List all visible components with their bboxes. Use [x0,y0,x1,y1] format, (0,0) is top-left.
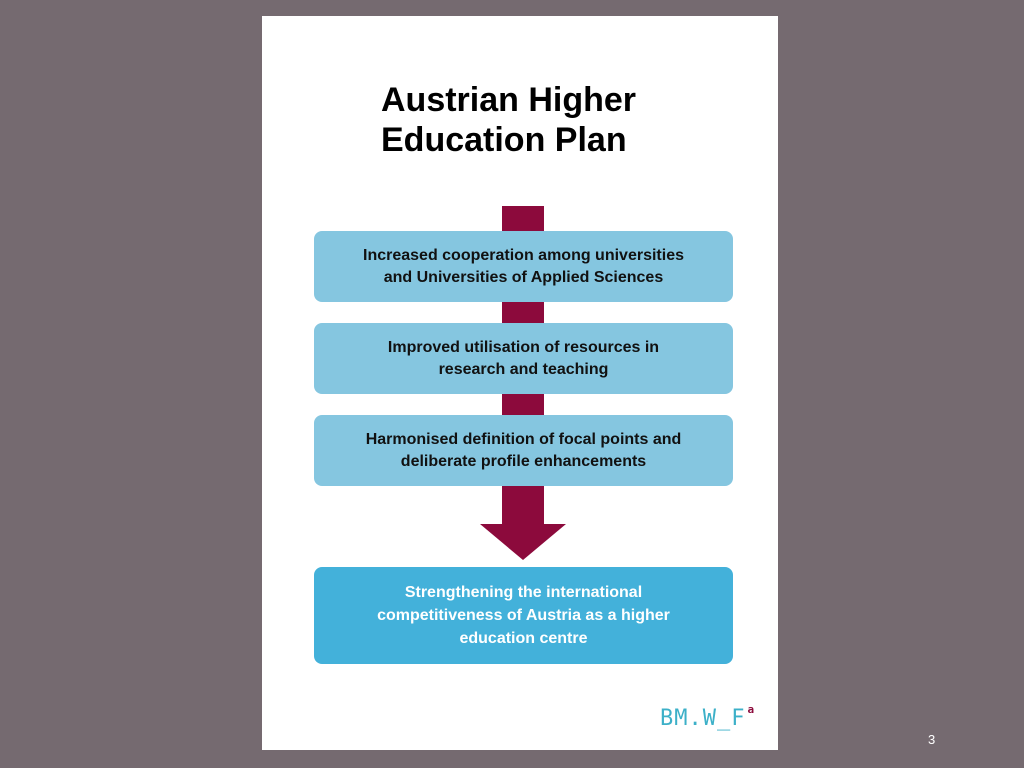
slide-title [381,80,636,160]
measure-box-cooperation [314,231,733,302]
title-line-1: Austrian Higher [381,81,637,119]
page-number: 3 [928,732,936,747]
box-2-line-2: research and teaching [438,360,609,378]
result-line-2: competitiveness of Austria as a higher [377,607,670,624]
measure-box-resources [314,323,733,394]
logo-text: BM.W_F [660,706,746,731]
bmwf-logo [660,703,755,731]
slide [262,16,778,750]
result-line-3: education centre [459,630,588,647]
result-box-competitiveness [314,567,733,664]
result-line-1: Strengthening the international [404,584,643,601]
logo-superscript: a [747,703,756,716]
box-1-line-2: and Universities of Applied Sciences [383,268,664,286]
down-arrow-head [480,524,566,560]
box-3-line-2: deliberate profile enhancements [400,452,647,470]
box-1-line-1: Increased cooperation among universities [363,246,684,264]
title-line-2: Education Plan [381,121,627,159]
box-3-line-1: Harmonised definition of focal points and [365,430,682,448]
measure-box-focal-points [314,415,733,486]
box-2-line-1: Improved utilisation of resources in [387,338,660,356]
